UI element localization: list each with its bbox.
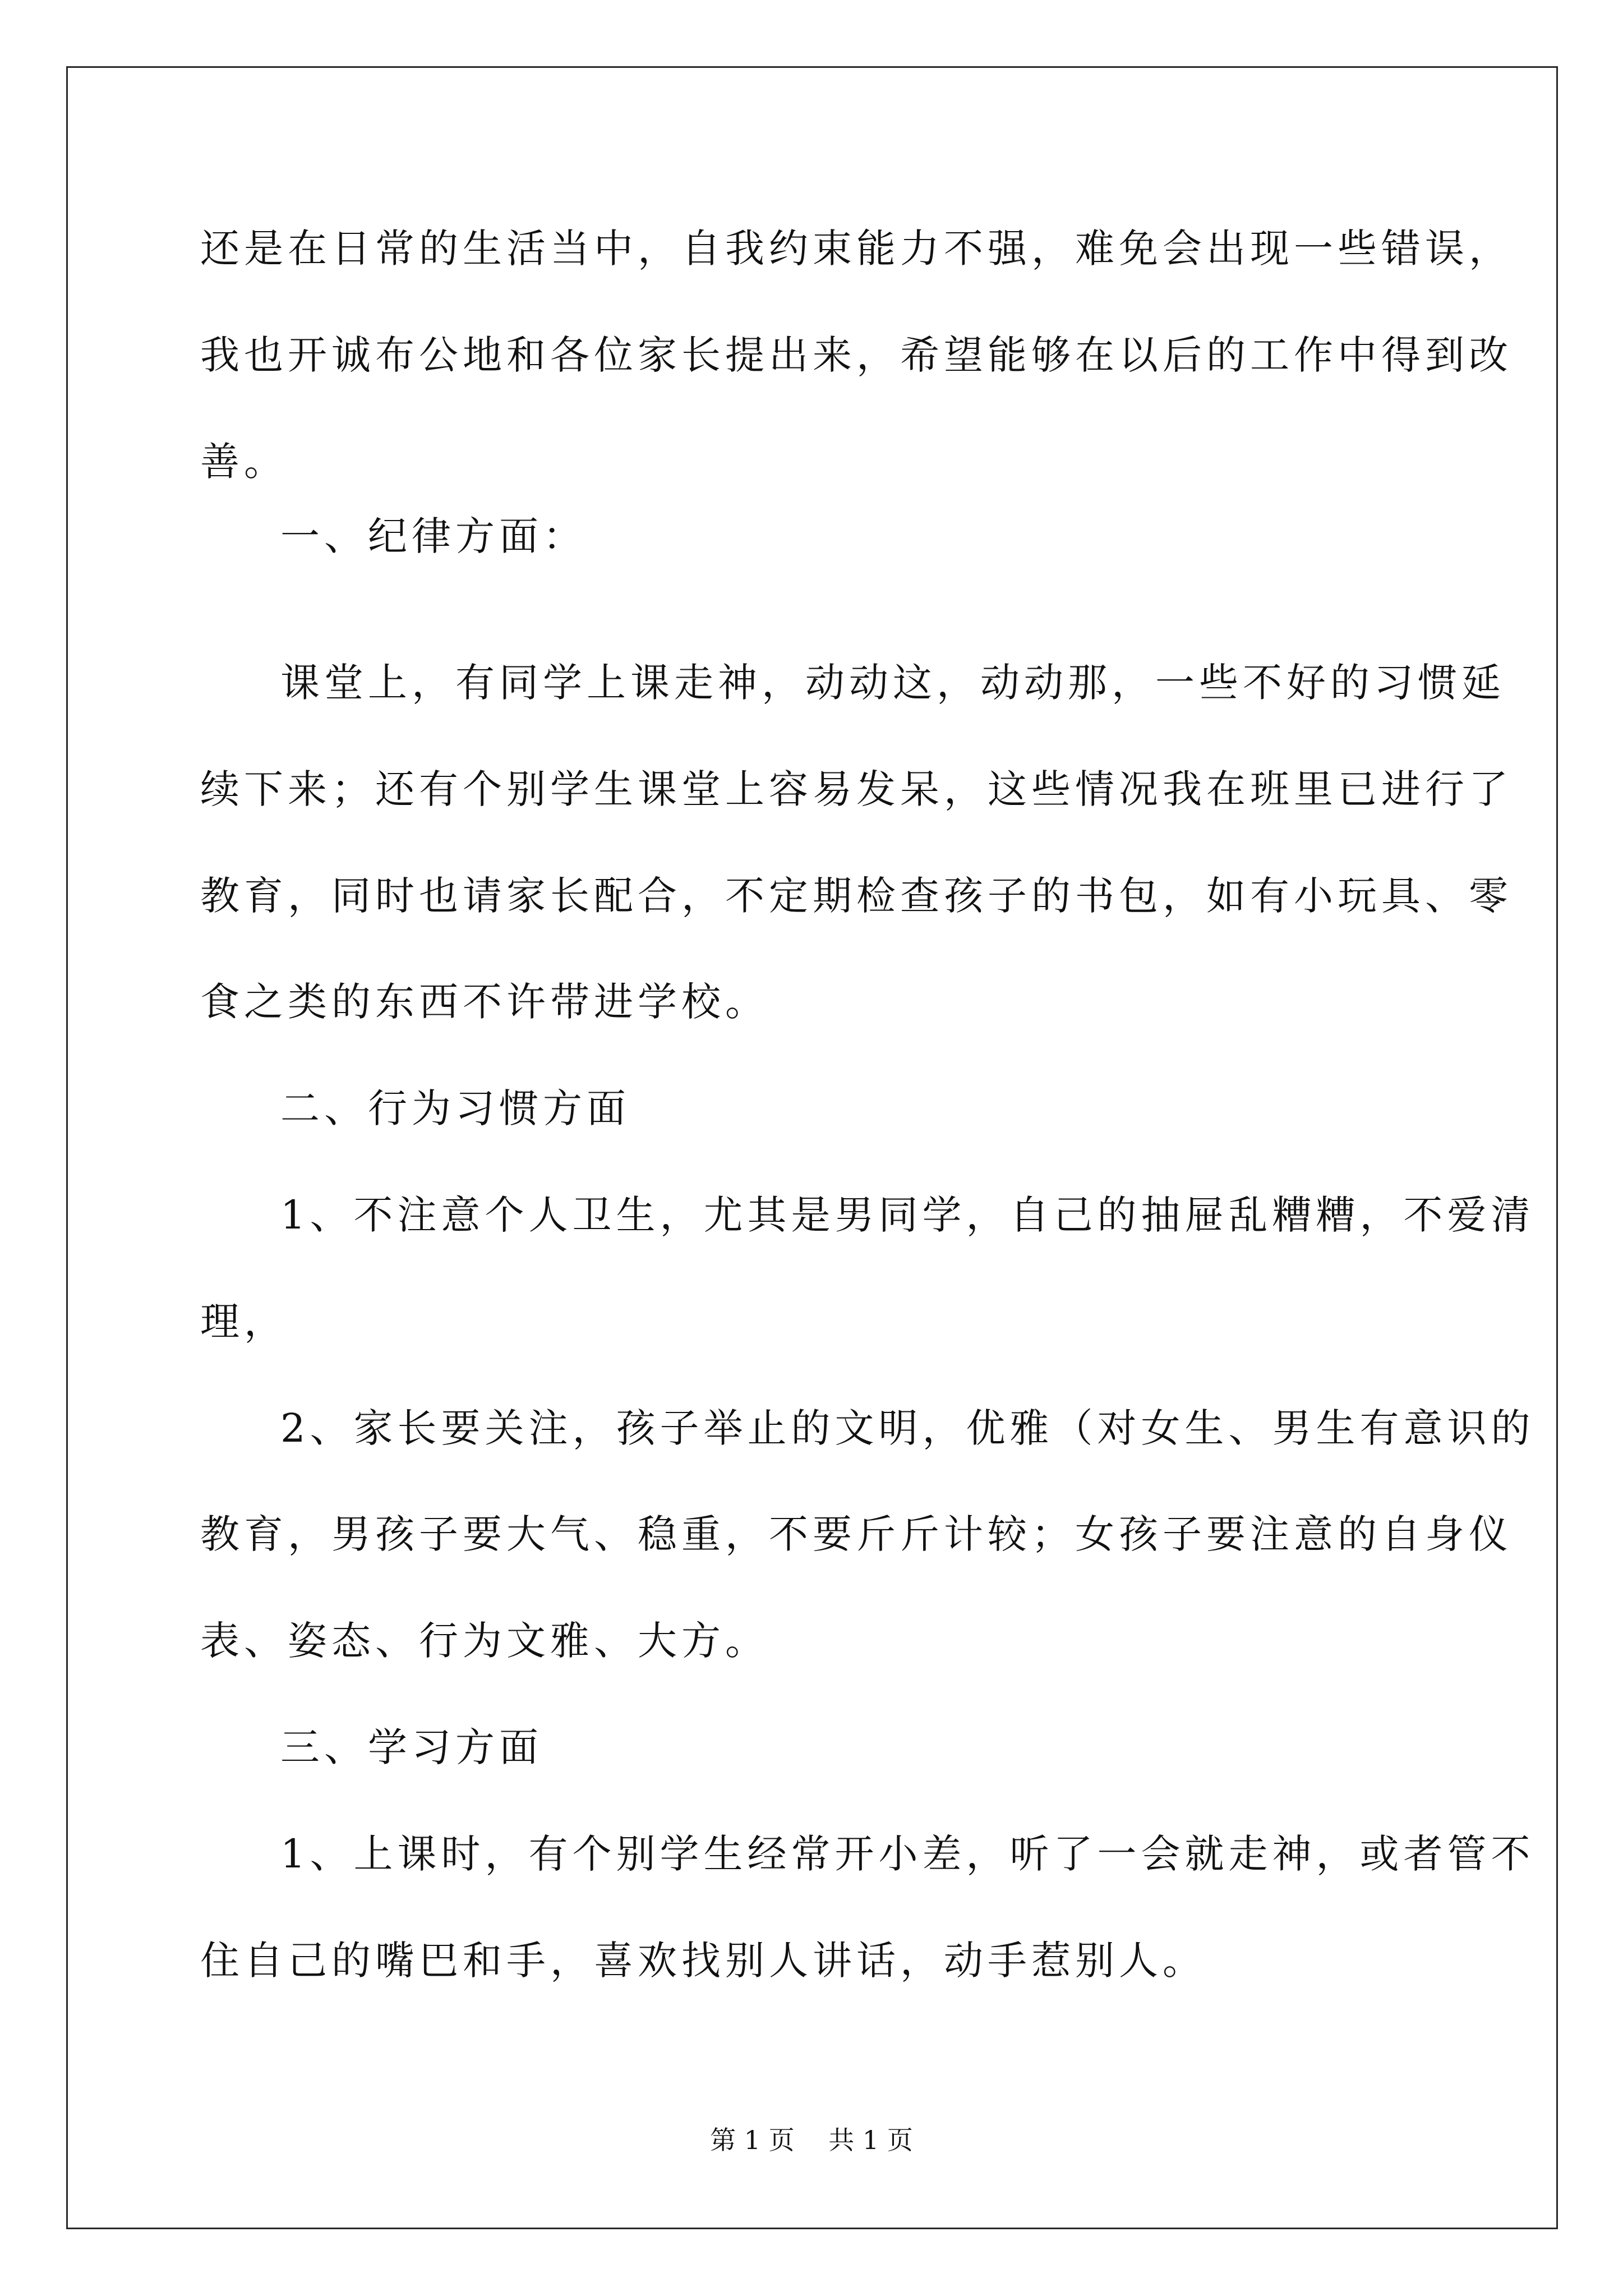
paragraph-line: 续下来；还有个别学生课堂上容易发呆，这些情况我在班里已进行了 [200,766,1513,812]
page-number-footer: 第 1 页 共 1 页 [710,2125,913,2155]
section-heading: 一、纪律方面： [280,513,587,559]
paragraph-line: 教育，男孩子要大气、稳重，不要斤斤计较；女孩子要注意的自身仪 [200,1511,1513,1557]
paragraph-line: 理， [200,1299,288,1345]
page-border [66,66,1558,2229]
paragraph-line: 1、上课时，有个别学生经常开小差，听了一会就走神，或者管不 [280,1831,1535,1877]
paragraph-line: 我也开诚布公地和各位家长提出来，希望能够在以后的工作中得到改 [200,332,1513,378]
paragraph-line: 1、不注意个人卫生，尤其是男同学，自己的抽屉乱糟糟，不爱清 [280,1192,1535,1238]
paragraph-line: 善。 [200,439,288,485]
paragraph-line: 课堂上，有同学上课走神，动动这，动动那，一些不好的习惯延 [280,660,1505,706]
section-heading: 三、学习方面 [280,1724,543,1770]
paragraph-line: 食之类的东西不许带进学校。 [200,979,769,1025]
paragraph-line: 2、家长要关注，孩子举止的文明，优雅（对女生、男生有意识的 [280,1405,1535,1451]
paragraph-line: 表、姿态、行为文雅、大方。 [200,1618,769,1664]
section-heading: 二、行为习惯方面 [280,1085,630,1131]
paragraph-line: 还是在日常的生活当中，自我约束能力不强，难免会出现一些错误， [200,226,1513,272]
paragraph-line: 教育，同时也请家长配合，不定期检查孩子的书包，如有小玩具、零 [200,873,1513,919]
paragraph-line: 住自己的嘴巴和手，喜欢找别人讲话，动手惹别人。 [200,1938,1206,1984]
